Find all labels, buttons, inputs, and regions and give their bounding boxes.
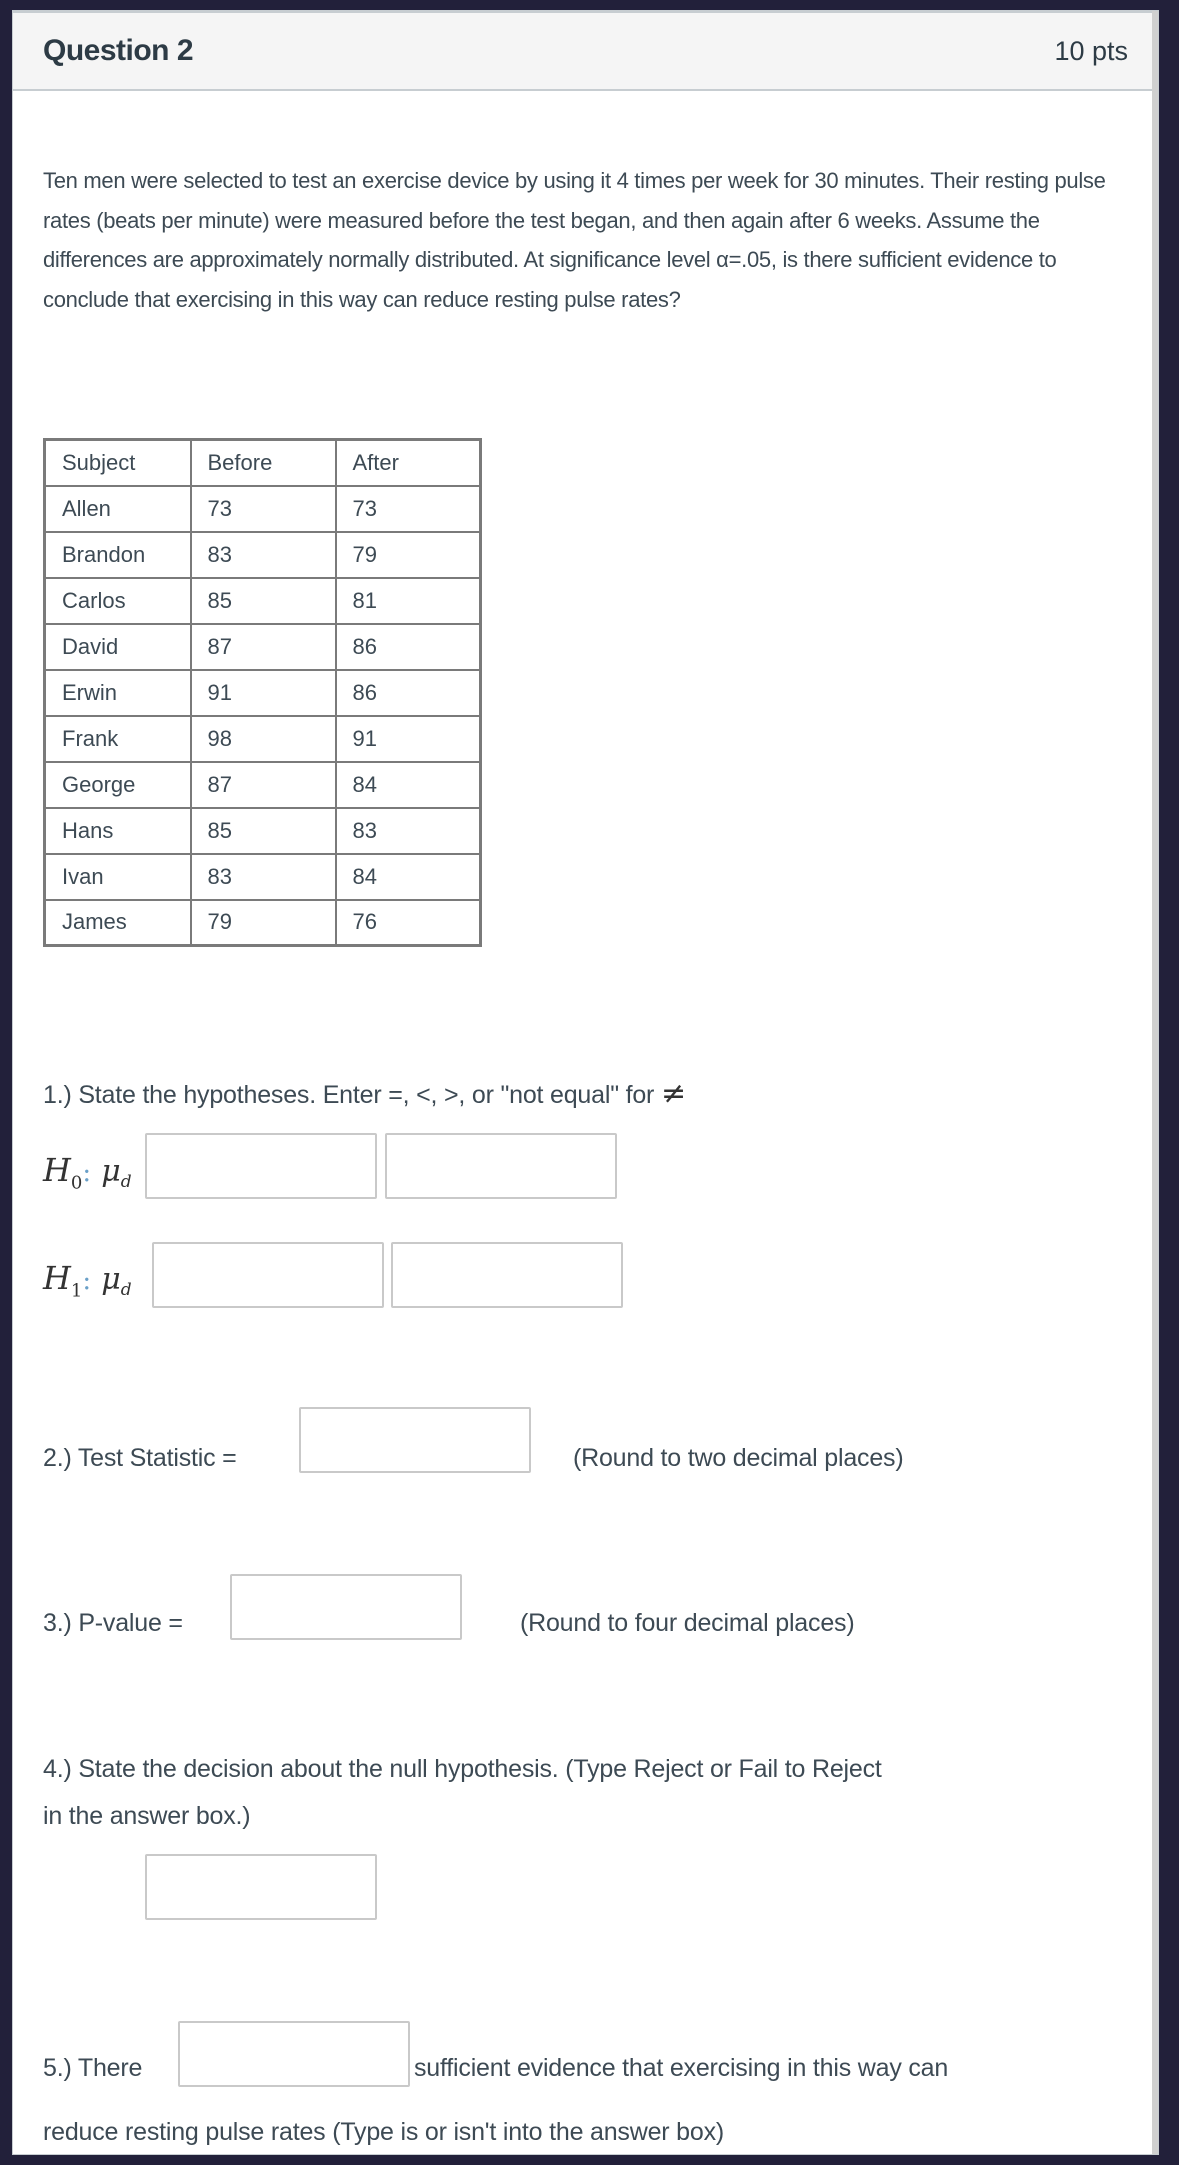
column-header: Subject (45, 440, 191, 486)
subject-cell: Frank (45, 716, 191, 762)
part2-label: 2.) Test Statistic = (43, 1444, 237, 1472)
p-value-input[interactable] (230, 1574, 462, 1640)
column-header: After (336, 440, 481, 486)
pulse-rate-table (43, 438, 482, 947)
question-card (12, 10, 1159, 2155)
not-equal-icon: ≠ (660, 1076, 686, 1111)
mu-symbol: μ (101, 1262, 121, 1297)
is-isnt-input[interactable] (178, 2021, 410, 2087)
subject-cell: Allen (45, 486, 191, 532)
card-right-border (1152, 11, 1158, 2154)
subject-cell: Carlos (45, 578, 191, 624)
part3-label: 3.) P-value = (43, 1609, 183, 1637)
subject-cell: Brandon (45, 532, 191, 578)
after-cell: 86 (336, 670, 481, 716)
question-points: 10 pts (1054, 35, 1128, 66)
h0-value-input[interactable] (385, 1133, 617, 1199)
table-row (45, 808, 481, 854)
table-row (45, 486, 481, 532)
before-cell: 83 (191, 532, 336, 578)
table-row (45, 854, 481, 900)
h1-subscript: 1 (70, 1280, 83, 1302)
h0-subscript: 0 (70, 1172, 83, 1194)
before-cell: 83 (191, 854, 336, 900)
table-row (45, 532, 481, 578)
test-statistic-input[interactable] (299, 1407, 531, 1473)
subject-cell: Hans (45, 808, 191, 854)
subject-cell: Ivan (45, 854, 191, 900)
question-title: Question 2 (43, 34, 194, 67)
before-cell: 98 (191, 716, 336, 762)
table-row (45, 670, 481, 716)
decision-input[interactable] (145, 1854, 377, 1920)
mu-symbol: μ (101, 1154, 121, 1189)
h0-symbol: H (43, 1151, 71, 1189)
before-cell: 91 (191, 670, 336, 716)
part1-instructions (43, 1076, 686, 1111)
table-row (45, 578, 481, 624)
after-cell: 84 (336, 762, 481, 808)
after-cell: 91 (336, 716, 481, 762)
column-header: Before (191, 440, 336, 486)
after-cell: 84 (336, 854, 481, 900)
question-header (13, 11, 1158, 91)
after-cell: 76 (336, 900, 481, 946)
after-cell: 73 (336, 486, 481, 532)
part4-label-line1: 4.) State the decision about the null hypothesis. (Type Reject or Fail to Reject (43, 1755, 882, 1783)
table-header-row (45, 440, 481, 486)
h1-label (43, 1259, 132, 1301)
table-row (45, 624, 481, 670)
part3-hint: (Round to four decimal places) (520, 1609, 855, 1637)
h0-operator-input[interactable] (145, 1133, 377, 1199)
before-cell: 87 (191, 624, 336, 670)
table-row (45, 762, 481, 808)
after-cell: 83 (336, 808, 481, 854)
h1-value-input[interactable] (391, 1242, 623, 1308)
subject-cell: David (45, 624, 191, 670)
h1-colon: : (82, 1266, 92, 1296)
table-row (45, 716, 481, 762)
after-cell: 79 (336, 532, 481, 578)
subject-cell: James (45, 900, 191, 946)
part4-label-line2: in the answer box.) (43, 1802, 251, 1830)
h1-operator-input[interactable] (152, 1242, 384, 1308)
subject-cell: George (45, 762, 191, 808)
after-cell: 86 (336, 624, 481, 670)
d-subscript: d (120, 1280, 132, 1300)
h0-colon: : (82, 1158, 92, 1188)
part2-hint: (Round to two decimal places) (573, 1444, 904, 1472)
table-row (45, 900, 481, 946)
d-subscript: d (120, 1172, 132, 1192)
part5-suffix: sufficient evidence that exercising in this way can (414, 2054, 949, 2082)
before-cell: 79 (191, 900, 336, 946)
question-prompt: Ten men were selected to test an exercise device by using it 4 times per week for 30 minutes. Their resting pulse rates (beats per minute) were measured before the test began, and then again after 6 weeks. Assume the differences are approximately normally distributed. At significance level α=.05, is there sufficient evidence to conclude that exercising in this way can reduce resting pulse rates? (43, 168, 1106, 312)
before-cell: 87 (191, 762, 336, 808)
before-cell: 85 (191, 578, 336, 624)
h0-label (43, 1151, 132, 1193)
subject-cell: Erwin (45, 670, 191, 716)
before-cell: 73 (191, 486, 336, 532)
part5-line2: reduce resting pulse rates (Type is or isn't into the answer box) (43, 2118, 724, 2146)
before-cell: 85 (191, 808, 336, 854)
part5-prefix: 5.) There (43, 2054, 143, 2082)
h1-symbol: H (43, 1259, 71, 1297)
part1-label: 1.) State the hypotheses. Enter =, <, >, or "not equal" for (43, 1081, 655, 1109)
after-cell: 81 (336, 578, 481, 624)
